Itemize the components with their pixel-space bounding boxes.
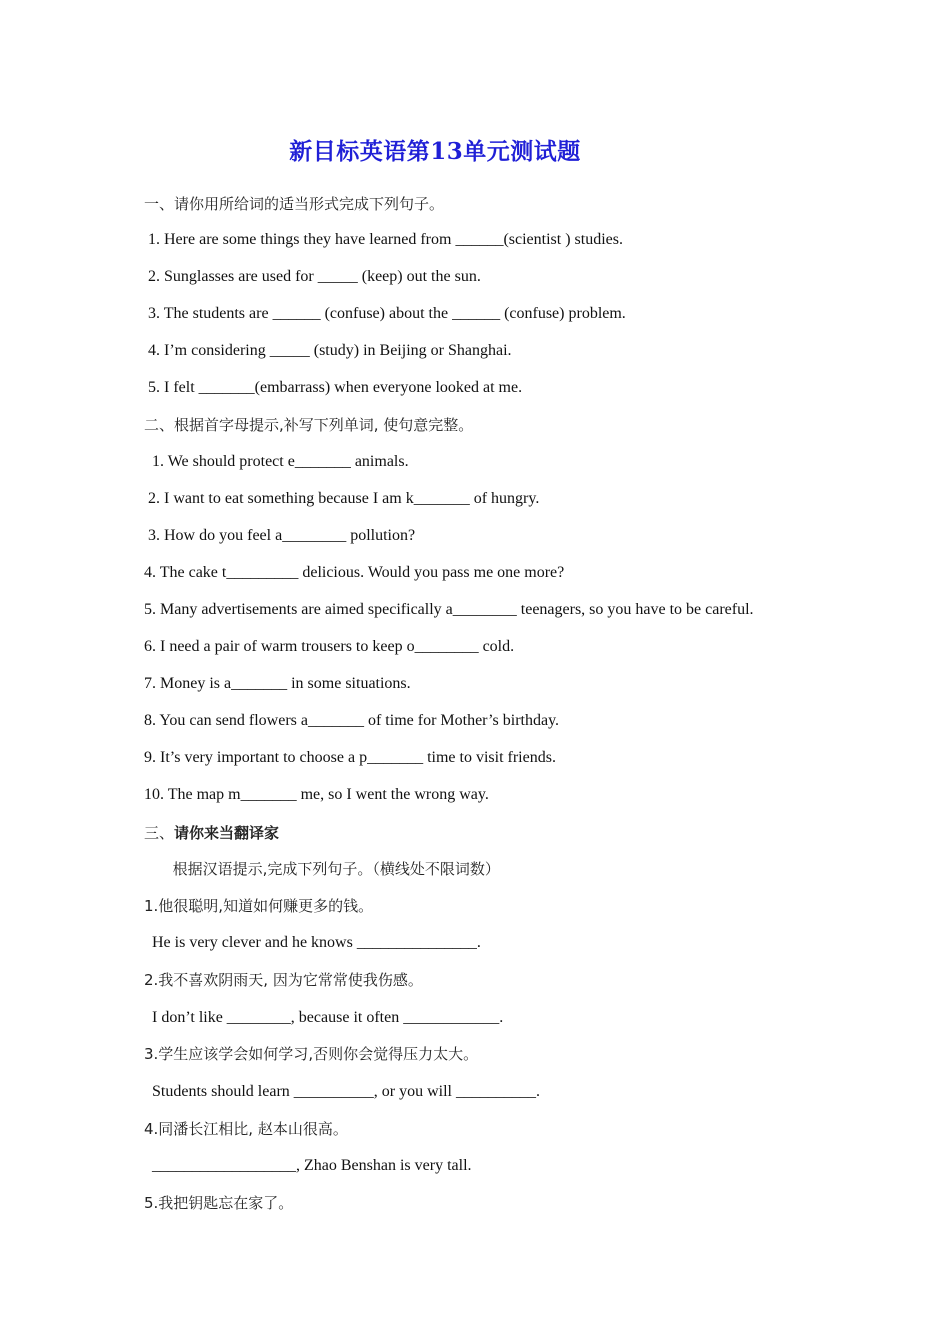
section3-item-1-en: He is very clever and he knows _______________. (144, 934, 481, 951)
section2-item-5: 5. Many advertisements are aimed specifically a________ teenagers, so you have to be careful. (144, 601, 754, 618)
section2-item-3: 3. How do you feel a________ pollution? (144, 527, 416, 544)
section1-item-2: 2. Sunglasses are used for _____ (keep) out the sun. (144, 268, 481, 285)
section1-item-5: 5. I felt _______(embarrass) when everyone looked at me. (144, 379, 523, 396)
section2-item-8: 8. You can send flowers a_______ of time for Mother’s birthday. (144, 712, 560, 729)
section1-item-3: 3. The students are ______ (confuse) about the ______ (confuse) problem. (144, 305, 626, 322)
section1-item-4: 4. I’m considering _____ (study) in Beijing or Shanghai. (144, 342, 512, 359)
section2-item-10: 10. The map m_______ me, so I went the wrong way. (144, 786, 489, 803)
section2-heading: 二、根据首字母提示,补写下列单词, 使句意完整。 (144, 416, 474, 434)
section3-item-2-cn: 2.我不喜欢阴雨天, 因为它常常使我伤感。 (144, 971, 423, 989)
section2-item-2: 2. I want to eat something because I am k_______ of hungry. (144, 490, 540, 507)
section3-item-3-cn: 3.学生应该学会如何学习,否则你会觉得压力太大。 (144, 1045, 479, 1063)
section2-item-9: 9. It’s very important to choose a p_______ time to visit friends. (144, 749, 556, 766)
section3-item-5-cn: 5.我把钥匙忘在家了。 (144, 1194, 294, 1212)
section1-heading: 一、请你用所给词的适当形式完成下列句子。 (144, 195, 445, 213)
section3-item-1-cn: 1.他很聪明,知道如何赚更多的钱。 (144, 897, 374, 915)
section2-item-6: 6. I need a pair of warm trousers to keep o________ cold. (144, 638, 515, 655)
section3-item-4-cn: 4.同潘长江相比, 赵本山很高。 (144, 1120, 348, 1138)
document-title: 新目标英语第13单元测试题 (289, 138, 581, 165)
section3-item-4-en: __________________, Zhao Benshan is very tall. (144, 1157, 472, 1174)
section2-item-7: 7. Money is a_______ in some situations. (144, 675, 411, 692)
section2-item-4: 4. The cake t_________ delicious. Would you pass me one more? (144, 564, 565, 581)
section3-item-2-en: I don’t like ________, because it often ____________. (144, 1009, 504, 1026)
section3-instruction: 根据汉语提示,完成下列句子。（横线处不限词数） (144, 860, 500, 878)
section1-item-1: 1. Here are some things they have learned from ______(scientist ) studies. (144, 231, 623, 248)
section3-heading-title: 请你来当翻译家 (174, 824, 280, 842)
section2-item-1: 1. We should protect e_______ animals. (144, 453, 409, 470)
section3-heading (144, 823, 279, 843)
section3-item-3-en: Students should learn __________, or you will __________. (144, 1083, 540, 1100)
section3-heading-prefix: 三、 (144, 824, 175, 842)
